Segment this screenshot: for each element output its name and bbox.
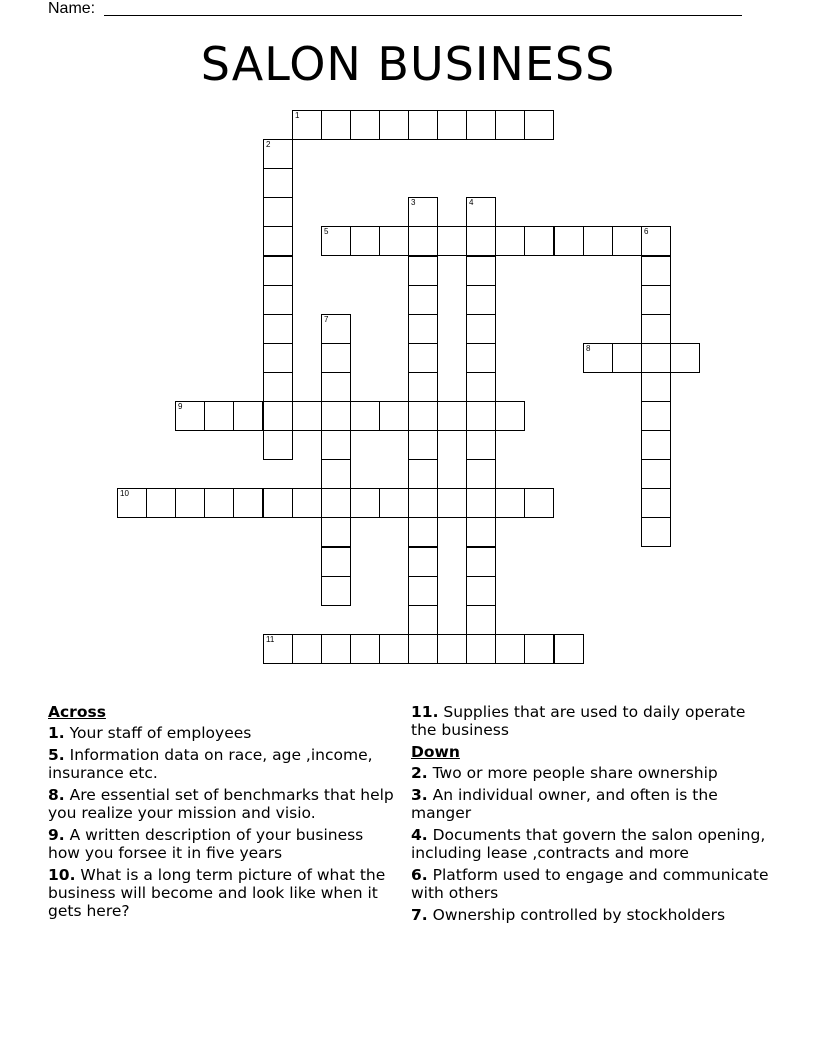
clue-across-1: 1. Your staff of employees (48, 724, 252, 742)
grid-cell[interactable] (466, 110, 496, 140)
grid-cell[interactable] (233, 488, 263, 518)
grid-cell[interactable] (524, 226, 554, 256)
puzzle-title: SALON BUSINESS (200, 37, 616, 91)
grid-cell[interactable] (350, 634, 380, 664)
grid-cell[interactable] (495, 488, 525, 518)
grid-cell[interactable] (321, 547, 351, 577)
grid-cell[interactable] (175, 401, 205, 431)
grid-cell[interactable] (263, 634, 293, 664)
grid-cell[interactable] (466, 547, 496, 577)
grid-cell[interactable] (146, 488, 176, 518)
grid-cell[interactable] (437, 401, 467, 431)
grid-cell[interactable] (379, 634, 409, 664)
grid-cell[interactable] (321, 226, 351, 256)
grid-cell[interactable] (466, 634, 496, 664)
grid-cell[interactable] (641, 459, 671, 489)
grid-cell[interactable] (437, 488, 467, 518)
grid-cell[interactable] (495, 110, 525, 140)
grid-cell[interactable] (408, 256, 438, 286)
grid-cell[interactable] (408, 605, 438, 635)
grid-cell[interactable] (641, 285, 671, 315)
clue-number: 6 (644, 227, 649, 236)
grid-cell[interactable] (292, 488, 322, 518)
grid-cell[interactable] (263, 488, 293, 518)
grid-cell[interactable] (437, 634, 467, 664)
grid-cell[interactable] (204, 401, 234, 431)
grid-cell[interactable] (641, 343, 671, 373)
grid-cell[interactable] (466, 256, 496, 286)
grid-cell[interactable] (466, 605, 496, 635)
grid-cell[interactable] (466, 285, 496, 315)
grid-cell[interactable] (321, 314, 351, 344)
grid-cell[interactable] (466, 197, 496, 227)
grid-cell[interactable] (321, 110, 351, 140)
grid-cell[interactable] (379, 488, 409, 518)
grid-cell[interactable] (524, 634, 554, 664)
clue-number: 11 (266, 635, 275, 644)
clue-number: 10 (120, 489, 129, 498)
grid-cell[interactable] (350, 226, 380, 256)
clue-down-7: 7. Ownership controlled by stockholders (411, 906, 726, 924)
grid-cell[interactable] (641, 488, 671, 518)
grid-cell[interactable] (292, 634, 322, 664)
grid-cell[interactable] (321, 459, 351, 489)
grid-cell[interactable] (350, 110, 380, 140)
name-label: Name: (48, 0, 96, 17)
grid-cell[interactable] (379, 401, 409, 431)
clue-across-9: 9. A written description of your business how you forsee it in five years (48, 826, 364, 862)
down-heading: Down (411, 743, 460, 761)
grid-cell[interactable] (408, 401, 438, 431)
clue-down-4: 4. Documents that govern the salon opening, including lease ,contracts and more (411, 826, 766, 862)
grid-cell[interactable] (670, 343, 700, 373)
grid-cell[interactable] (466, 314, 496, 344)
grid-cell[interactable] (641, 314, 671, 344)
grid-cell[interactable] (263, 226, 293, 256)
grid-cell[interactable] (408, 226, 438, 256)
clue-number: 3 (411, 198, 416, 207)
clue-across-10: 10. What is a long term picture of what the business will become and look like when it gets here? (48, 866, 386, 920)
grid-cell[interactable] (321, 430, 351, 460)
grid-cell[interactable] (554, 634, 584, 664)
grid-cell[interactable] (263, 401, 293, 431)
clue-number: 9 (178, 402, 183, 411)
grid-cell[interactable] (204, 488, 234, 518)
clue-number: 5 (324, 227, 329, 236)
grid-cell[interactable] (524, 110, 554, 140)
grid-cell[interactable] (408, 517, 438, 547)
clues-right-column (411, 703, 771, 928)
grid-cell[interactable] (466, 372, 496, 402)
grid-cell[interactable] (495, 634, 525, 664)
grid-cell[interactable] (408, 547, 438, 577)
grid-cell[interactable] (263, 285, 293, 315)
grid-cell[interactable] (524, 488, 554, 518)
grid-cell[interactable] (466, 517, 496, 547)
clue-across-8: 8. Are essential set of benchmarks that help you realize your mission and visio. (48, 786, 394, 822)
grid-cell[interactable] (408, 488, 438, 518)
grid-cell[interactable] (292, 401, 322, 431)
grid-cell[interactable] (437, 110, 467, 140)
grid-cell[interactable] (466, 401, 496, 431)
grid-cell[interactable] (466, 459, 496, 489)
grid-cell[interactable] (175, 488, 205, 518)
grid-cell[interactable] (583, 226, 613, 256)
grid-cell[interactable] (379, 226, 409, 256)
grid-cell[interactable] (321, 517, 351, 547)
grid-cell[interactable] (466, 430, 496, 460)
grid-cell[interactable] (408, 372, 438, 402)
grid-cell[interactable] (263, 372, 293, 402)
clue-down-3: 3. An individual owner, and often is the manger (411, 786, 718, 822)
grid-cell[interactable] (292, 110, 322, 140)
grid-cell[interactable] (408, 343, 438, 373)
grid-cell[interactable] (263, 168, 293, 198)
grid-cell[interactable] (408, 197, 438, 227)
grid-cell[interactable] (641, 430, 671, 460)
grid-cell[interactable] (495, 226, 525, 256)
grid-cell[interactable] (321, 488, 351, 518)
grid-cell[interactable] (263, 197, 293, 227)
grid-cell[interactable] (641, 256, 671, 286)
grid-cell[interactable] (408, 285, 438, 315)
grid-cell[interactable] (350, 401, 380, 431)
grid-cell[interactable] (263, 256, 293, 286)
grid-cell[interactable] (408, 314, 438, 344)
grid-cell[interactable] (466, 343, 496, 373)
grid-cell[interactable] (263, 343, 293, 373)
grid-cell[interactable] (263, 139, 293, 169)
grid-cell[interactable] (466, 576, 496, 606)
grid-cell[interactable] (263, 430, 293, 460)
clue-number: 7 (324, 315, 329, 324)
clue-down-6: 6. Platform used to engage and communicate with others (411, 866, 769, 902)
clue-number: 4 (469, 198, 474, 207)
grid-cell[interactable] (117, 488, 147, 518)
grid-cell[interactable] (641, 401, 671, 431)
grid-cell[interactable] (612, 226, 642, 256)
grid-cell[interactable] (641, 517, 671, 547)
grid-cell[interactable] (379, 110, 409, 140)
grid-cell[interactable] (612, 343, 642, 373)
clue-number: 8 (586, 344, 591, 353)
clue-across-5: 5. Information data on race, age ,income, insurance etc. (48, 746, 373, 782)
clue-number: 1 (295, 111, 300, 120)
grid-cell[interactable] (583, 343, 613, 373)
grid-cell[interactable] (408, 576, 438, 606)
grid-cell[interactable] (350, 488, 380, 518)
clue-across-11: 11. Supplies that are used to daily operate the business (411, 703, 746, 739)
grid-cell[interactable] (321, 401, 351, 431)
grid-cell[interactable] (321, 372, 351, 402)
grid-cell[interactable] (321, 343, 351, 373)
grid-cell[interactable] (495, 401, 525, 431)
grid-cell[interactable] (437, 226, 467, 256)
clue-down-2: 2. Two or more people share ownership (411, 764, 718, 782)
grid-cell[interactable] (233, 401, 263, 431)
grid-cell[interactable] (466, 226, 496, 256)
grid-cell[interactable] (321, 576, 351, 606)
clues-left-column (48, 703, 398, 924)
grid-cell[interactable] (408, 459, 438, 489)
grid-cell[interactable] (466, 488, 496, 518)
grid-cell[interactable] (641, 226, 671, 256)
grid-cell[interactable] (408, 110, 438, 140)
grid-cell[interactable] (408, 634, 438, 664)
grid-cell[interactable] (554, 226, 584, 256)
grid-cell[interactable] (321, 634, 351, 664)
grid-cell[interactable] (641, 372, 671, 402)
grid-cell[interactable] (408, 430, 438, 460)
grid-cell[interactable] (263, 314, 293, 344)
across-heading: Across (48, 703, 106, 721)
clue-number: 2 (266, 140, 271, 149)
